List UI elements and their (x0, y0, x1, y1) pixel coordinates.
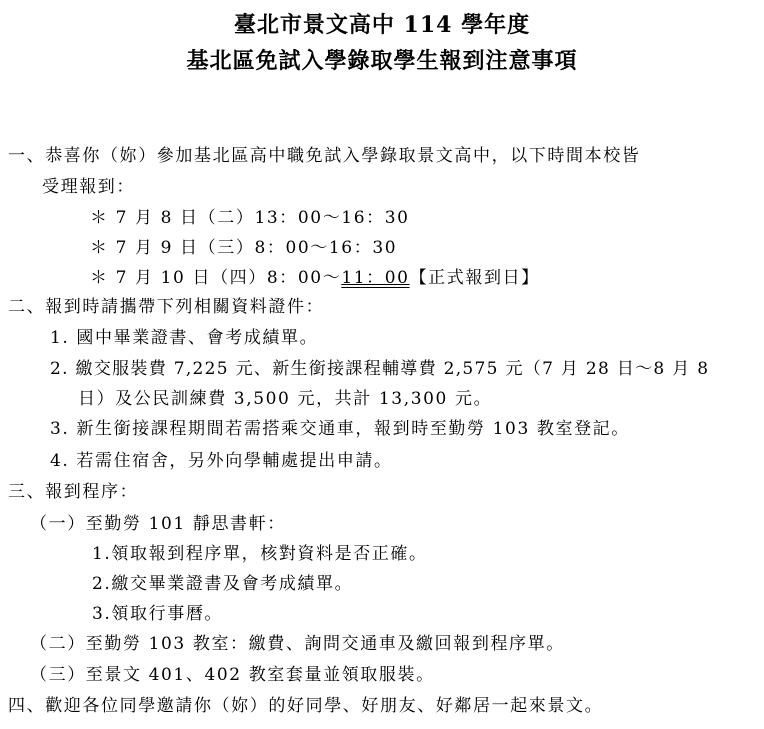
schedule-item-1: ＊ 7 月 8 日（二）13：00～16：30 (90, 208, 410, 228)
section-1-heading: 一、恭喜你（妳）參加基北區高中職免試入學錄取景文高中，以下時間本校皆 (8, 146, 641, 166)
schedule-item-3-date: ＊ 7 月 10 日（四）8：00～ (90, 268, 342, 288)
procedure-step-1-sub-3: 3.領取行事曆。 (92, 604, 224, 624)
procedure-step-3: （三）至景文 401、402 教室套量並領取服裝。 (30, 665, 435, 685)
section-3-heading: 三、報到程序： (8, 482, 139, 502)
documents-item-4: 4. 若需住宿舍，另外向學輔處提出申請。 (50, 451, 393, 471)
schedule-item-3-note: 【正式報到日】 (409, 268, 540, 288)
documents-item-2-cont: 日）及公民訓練費 3,500 元，共計 13,300 元。 (78, 389, 493, 409)
documents-item-1: 1. 國中畢業證書、會考成績單。 (50, 328, 319, 348)
documents-item-3: 3. 新生銜接課程期間若需搭乘交通車，報到時至勤勞 103 教室登記。 (50, 419, 630, 439)
schedule-item-2: ＊ 7 月 9 日（三）8：00～16：30 (90, 238, 398, 258)
section-4-heading: 四、歡迎各位同學邀請你（妳）的好同學、好朋友、好鄰居一起來景文。 (8, 696, 604, 716)
procedure-step-2: （二）至勤勞 103 教室：繳費、詢問交通車及繳回報到程序單。 (30, 634, 565, 654)
document-title-line1: 臺北市景文高中 114 學年度 (233, 12, 531, 38)
procedure-step-1: （一）至勤勞 101 靜思書軒： (30, 514, 286, 534)
procedure-step-1-sub-2: 2.繳交畢業證書及會考成績單。 (92, 574, 354, 594)
section-2-heading: 二、報到時請攜帶下列相關資料證件： (8, 297, 325, 317)
section-1-heading-cont: 受理報到： (42, 177, 135, 197)
procedure-step-1-sub-1: 1.領取報到程序單，核對資料是否正確。 (92, 544, 428, 564)
schedule-item-3 (90, 263, 540, 288)
schedule-item-3-end-time: 11：00 (341, 268, 410, 288)
documents-item-2: 2. 繳交服裝費 7,225 元、新生銜接課程輔導費 2,575 元（7 月 28 日～8 月 8 (50, 359, 710, 379)
document-title-line2: 基北區免試入學錄取學生報到注意事項 (186, 48, 578, 74)
